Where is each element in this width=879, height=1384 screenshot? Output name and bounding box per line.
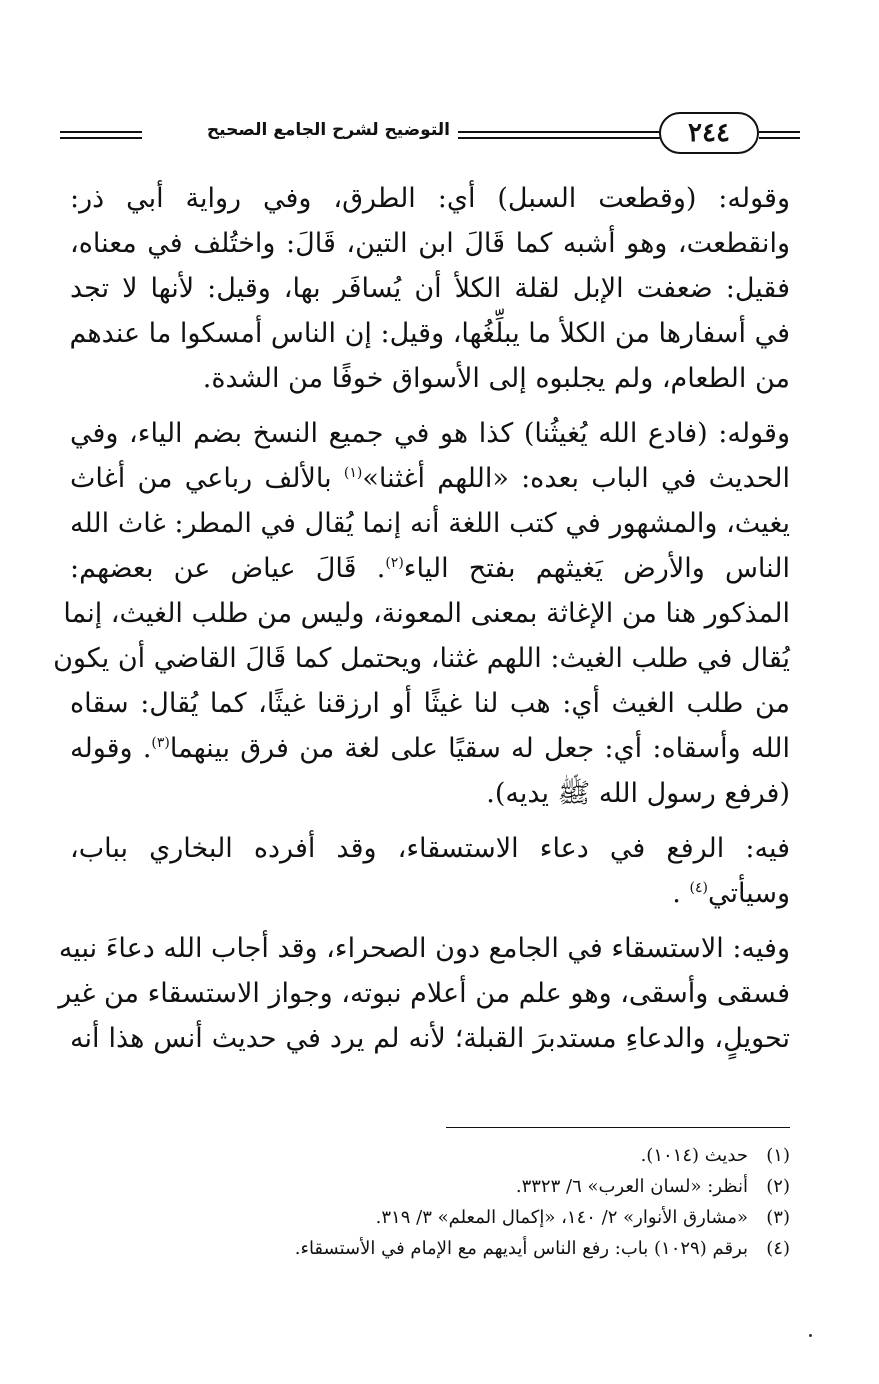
paragraph [58, 926, 790, 1061]
header-rule [60, 131, 142, 133]
footnote-marker: (٤) [766, 1238, 790, 1259]
paragraph [70, 176, 790, 401]
running-title: التوضيح لشرح الجامع الصحيح [206, 120, 450, 140]
text-line: (فرفع رسول الله ﷺ يديه). [486, 778, 790, 809]
header-rule [458, 137, 660, 139]
paragraph [53, 411, 791, 816]
header-rule [759, 131, 800, 133]
text-line: فسقى وأسقى، وهو علم من أعلام نبوته، وجواز الاستسقاء من غير [58, 978, 790, 1009]
page-number: ٢٤٤ [659, 112, 759, 154]
footnote-text: أنظر: «لسان العرب» ٦/ ٣٣٢٣. [515, 1176, 748, 1197]
footnote-text: «مشارق الأنوار» ٢/ ١٤٠، «إكمال المعلم» ٣/ ٣١٩. [375, 1207, 748, 1228]
footnote-marker: (٢) [766, 1176, 790, 1197]
text-line: فيه: الرفع في دعاء الاستسقاء، وقد أفرده البخاري بباب، [70, 833, 790, 864]
header-rule [60, 137, 142, 139]
footnote [150, 1140, 790, 1171]
print-speck [809, 1334, 812, 1337]
footnote-text: حديث (١٠١٤). [640, 1145, 748, 1166]
text-segment: الناس والأرض يَغيثهم بفتح الياء [403, 553, 791, 584]
header-rule [458, 131, 660, 133]
text-line: من طلب الغيث أي: هب لنا غيثًا أو ارزقنا غيثًا، كما يُقال: سقاه [70, 688, 790, 719]
footnote-separator [446, 1127, 790, 1128]
text-line: وقوله: (وقطعت السبل) أي: الطرق، وفي رواية أبي ذر: [70, 183, 790, 214]
text-segment: الحديث في الباب بعده: «اللهم أغثنا» [362, 463, 791, 494]
text-segment: بالألف رباعي من أغاث [70, 463, 344, 494]
text-line: فقيل: ضعفت الإبل لقلة الكلأ أن يُسافَر بها، وقيل: لأنها لا تجد [70, 273, 790, 304]
footnote-ref: (١) [343, 465, 363, 481]
footnote [150, 1202, 790, 1233]
footnote-marker: (٣) [766, 1207, 790, 1228]
header-rule [759, 137, 800, 139]
text-line: في أسفارها من الكلأ ما يبلِّغُها، وقيل: إن الناس أمسكوا ما عندهم [69, 318, 790, 349]
text-line [70, 546, 790, 591]
paragraph [70, 826, 790, 916]
text-line: يغيث، والمشهور في كتب اللغة أنه إنما يُقال في المطر: غاث الله [70, 508, 790, 539]
running-header [60, 112, 800, 158]
footnote-ref: (٣) [151, 735, 170, 751]
text-segment: الله وأسقاه: أي: جعل له سقيًا على لغة من فرق بينهما [169, 733, 791, 764]
text-line: المذكور هنا من الإغاثة بمعنى المعونة، وليس من طلب الغيث، إنما [63, 598, 790, 629]
text-segment: . قَالَ عياض عن بعضهم: [70, 553, 386, 584]
text-line [70, 456, 790, 501]
footnote [150, 1233, 790, 1264]
footnote-marker: (١) [766, 1145, 790, 1166]
text-line: وفيه: الاستسقاء في الجامع دون الصحراء، وقد أجاب الله دعاءَ نبيه [58, 933, 790, 964]
footnote-ref: (٢) [385, 555, 404, 571]
text-segment: وسيأتي [707, 878, 790, 909]
body-text [53, 176, 791, 1071]
text-line: وانقطعت، وهو أشبه كما قَالَ ابن التين، قَالَ: واختُلف في معناه، [70, 228, 790, 259]
text-line: تحويلٍ، والدعاءِ مستدبرَ القبلة؛ لأنه لم يرد في حديث أنس هذا أنه [70, 1023, 790, 1054]
text-line [70, 871, 790, 916]
footnote [150, 1171, 790, 1202]
text-line: من الطعام، ولم يجلبوه إلى الأسواق خوفًا من الشدة. [202, 363, 790, 394]
text-line: وقوله: (فادع الله يُغيثُنا) كذا هو في جميع النسخ بضم الياء، وفي [70, 418, 790, 449]
text-segment: . وقوله [70, 733, 152, 764]
footnotes [150, 1140, 790, 1264]
text-segment: . [672, 878, 690, 909]
text-line: يُقال في طلب الغيث: اللهم غثنا، ويحتمل كما قَالَ القاضي أن يكون [53, 643, 790, 674]
text-line [70, 726, 790, 771]
footnote-ref: (٤) [689, 880, 708, 896]
footnote-text: برقم (١٠٢٩) باب: رفع الناس أيديهم مع الإمام في الأستسقاء. [294, 1238, 748, 1259]
